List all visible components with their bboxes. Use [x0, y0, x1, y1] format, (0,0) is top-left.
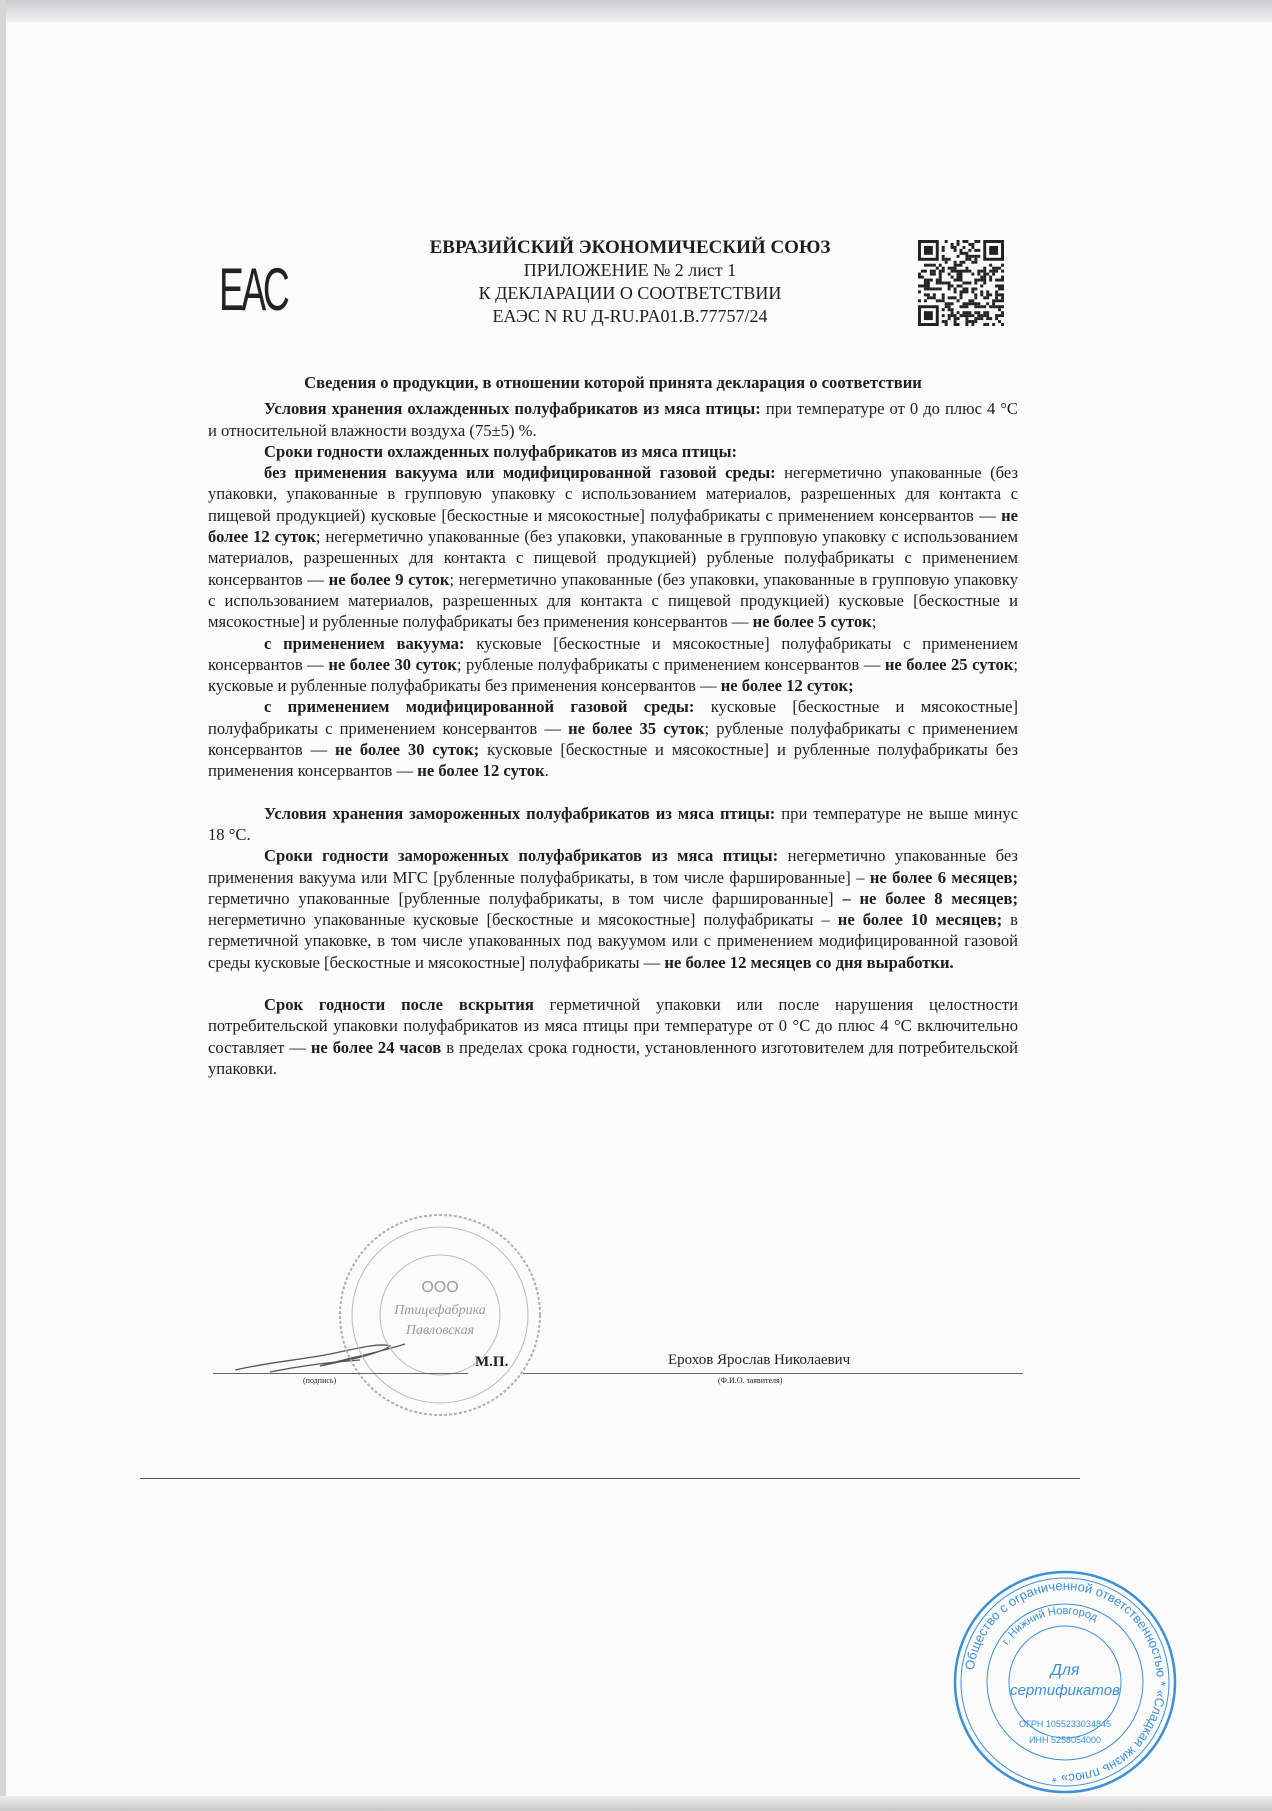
paragraph: [208, 441, 1018, 462]
text: негерметично упакованные кусковые [бескостные и мясокостные] полуфабрикаты –: [208, 910, 838, 930]
text: кусковые [бескостные и мясокостные] и рубленные полуфабрикаты без применения консервантов —: [208, 740, 1018, 781]
gray-stamp-center: ООО: [421, 1279, 459, 1296]
paragraphs: [208, 398, 1018, 1079]
text: ; кусковые и рубленные полуфабрикаты без применения консервантов —: [208, 654, 1018, 696]
text: .: [544, 761, 549, 781]
paragraph: [208, 803, 1018, 846]
bold-text: Срок годности после вскрытия: [264, 995, 534, 1015]
paragraph: [208, 994, 1018, 1079]
bold-text: не более 5 суток: [752, 612, 872, 632]
text: ; негерметично упакованные (без упаковки, упакованные в групповую упаковку с использованием материалов, разрешенных для контакта с пищевой продукцией) рубленые полуфабрикаты с применением консервантов —: [208, 527, 1018, 589]
text: герметично упакованные [рубленные полуфабрикаты, в том числе фаршированные]: [208, 888, 843, 908]
paragraph: [208, 696, 1018, 781]
bold-text: не более 12 суток;: [720, 676, 854, 696]
bold-text: не более 9 суток: [328, 569, 450, 589]
text: при температуре от 0 до плюс 4 °С и относительной влажности воздуха (75±5) %.: [208, 399, 1018, 440]
eac-logo: ЕАС: [219, 256, 288, 323]
bold-text: Условия хранения охлажденных полуфабрикатов из мяса птицы:: [264, 399, 761, 419]
text: негерметично упакованные без применения вакуума или МГС [рубленные полуфабрикаты, в том числе фаршированные] –: [208, 846, 1018, 887]
bold-text: Сроки годности охлажденных полуфабрикатов из мяса птицы:: [264, 441, 738, 461]
divider-line: [140, 1478, 1080, 1479]
document-header: [330, 236, 930, 328]
blue-stamp-ring-text: Общество с ограниченной ответственностью * «Сладкая жизнь плюс» *: [961, 1577, 1170, 1787]
gray-stamp-line: Птицефабрика: [394, 1303, 486, 1318]
text: в герметичной упаковке, в том числе упакованных под вакуумом или с применением модифицированной газовой среды кусковые [бескостные и мясокостные] полуфабрикаты —: [208, 910, 1018, 972]
bold-text: не более 12 месяцев со дня выработки.: [664, 952, 954, 972]
name-caption: (Ф.И.О. заявителя): [718, 1376, 783, 1385]
gray-stamp-line: Павловская: [405, 1323, 475, 1338]
header-number: ЕАЭС N RU Д-RU.PA01.B.77757/24: [492, 306, 768, 326]
paragraph: [208, 845, 1018, 973]
text: ;: [871, 612, 877, 632]
text: в пределах срока годности, установленного изготовителем для потребительской упаковки.: [208, 1037, 1019, 1078]
text: негерметично упакованные (без упаковки, упакованные в групповую упаковку с использованием материалов, разрешенных для контакта с пищевой продукцией) кусковые [бескостные и мясокостные] полуфабрикаты с применением консервантов —: [208, 463, 1018, 525]
scan-top-edge: [0, 0, 1272, 22]
document-title: Сведения о продукции, в отношении которой принята декларация о соответствии: [304, 373, 922, 392]
blue-stamp-center: сертификатов: [1010, 1682, 1120, 1699]
bold-text: не более 30 суток;: [335, 740, 480, 760]
header-appendix: ПРИЛОЖЕНИЕ № 2 лист 1: [523, 260, 737, 280]
scan-bottom-edge: [0, 1796, 1272, 1811]
bold-text: Сроки годности замороженных полуфабрикатов из мяса птицы:: [264, 846, 779, 866]
bold-text: не более 35 суток: [568, 718, 705, 738]
bold-text: не более 30 суток: [328, 654, 457, 674]
text: ; рубленые полуфабрикаты с применением консервантов —: [456, 654, 885, 674]
text: при температуре не выше минус 18 °С.: [208, 803, 1018, 844]
bold-text: не более 12 суток: [208, 505, 1018, 547]
bold-text: не более 25 суток: [884, 654, 1014, 674]
name-line: [523, 1373, 1023, 1374]
bold-text: не более 12 суток: [417, 761, 545, 781]
text: ; негерметично упакованные (без упаковки, упакованные в групповую упаковку с использованием материалов, разрешенных для контакта с пищевой продукцией) кусковые [бескостные и мясокостные] и рубленные полуфабрикаты без применения консервантов —: [208, 569, 1018, 632]
text: ; рубленые полуфабрикаты с применением консервантов —: [208, 718, 1018, 760]
company-stamp-blue: [950, 1567, 1180, 1797]
text: кусковые [бескостные и мясокостные] полуфабрикаты с применением консервантов —: [208, 633, 1018, 674]
blue-stamp-inn: ИНН 5258054000: [1028, 1735, 1102, 1745]
bold-text: без применения вакуума или модифицированной газовой среды:: [264, 463, 776, 483]
signature-caption: (подпись): [303, 1376, 337, 1385]
bold-text: с применением модифицированной газовой среды:: [264, 697, 695, 717]
bold-text: не более 24 часов: [310, 1037, 442, 1057]
applicant-name: Ерохов Ярослав Николаевич: [668, 1352, 851, 1368]
blue-stamp-city: г. Нижний Новгород: [1000, 1604, 1100, 1648]
bold-text: не более 10 месяцев;: [837, 910, 1003, 930]
signature-block: [213, 1350, 1023, 1400]
text: герметичной упаковки или после нарушения целостности потребительской упаковки полуфабрикатов из мяса птицы при температуре от 0 °С до плюс 4 °С включительно составляет —: [208, 995, 1018, 1057]
bold-text: не более 6 месяцев;: [869, 867, 1018, 887]
signature-line: [213, 1373, 468, 1374]
bold-text: – не более 8 месяцев;: [842, 888, 1019, 908]
header-declaration: К ДЕКЛАРАЦИИ О СООТВЕТСТВИИ: [478, 283, 782, 303]
bold-text: с применением вакуума:: [264, 633, 465, 653]
blue-stamp-ogrn: ОГРН 1055233034845: [1019, 1719, 1111, 1729]
paragraph: [208, 398, 1018, 441]
header-union: ЕВРАЗИЙСКИЙ ЭКОНОМИЧЕСКИЙ СОЮЗ: [429, 237, 831, 258]
bold-text: Условия хранения замороженных полуфабрикатов из мяса птицы:: [264, 803, 776, 823]
qr-code: [918, 238, 1004, 328]
document-body: [208, 372, 1018, 1079]
blue-stamp-center: Для: [1050, 1662, 1080, 1679]
scan-left-edge: [0, 0, 6, 1811]
seal-place-label: М.П.: [475, 1354, 509, 1370]
paragraph: [208, 633, 1018, 697]
text: кусковые [бескостные и мясокостные] полуфабрикаты с применением консервантов —: [208, 697, 1018, 738]
paragraph: [208, 462, 1018, 632]
